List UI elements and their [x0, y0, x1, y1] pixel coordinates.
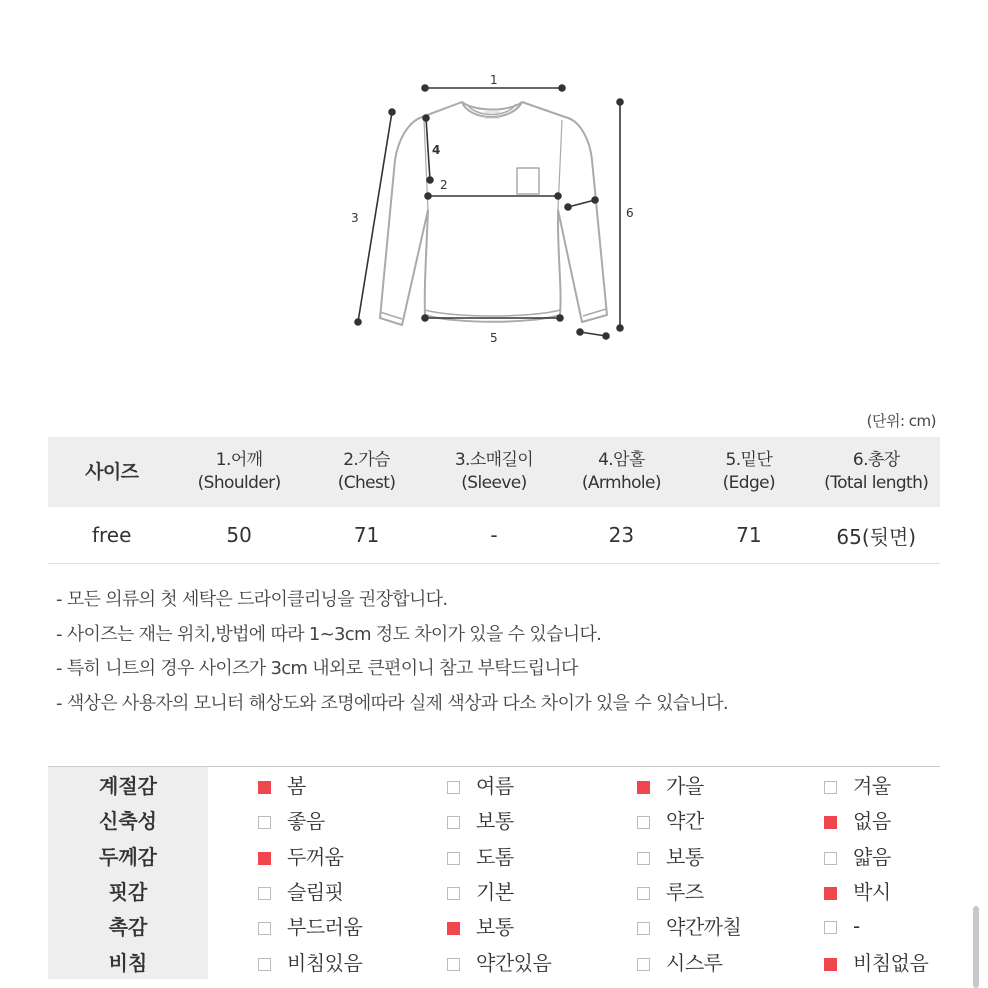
attr-option-text: 겨울	[853, 774, 891, 799]
attr-row-fit	[48, 873, 940, 908]
header-main: 2.가슴	[343, 450, 390, 470]
attr-option-text: 좋음	[287, 809, 325, 834]
size-diagram	[340, 60, 650, 360]
note-item: - 사이즈는 재는 위치,방법에 따라 1~3cm 정도 차이가 있을 수 있습니다.	[56, 623, 602, 645]
measure-lines	[355, 85, 623, 339]
unchecked-box-icon	[637, 887, 650, 900]
note-item: - 특히 니트의 경우 사이즈가 3cm 내외로 큰편이니 참고 부탁드립니다	[56, 658, 578, 679]
attr-option-text: 약간있음	[476, 950, 552, 975]
unchecked-box-icon	[258, 887, 271, 900]
attr-option	[208, 838, 397, 873]
checked-box-icon	[824, 958, 837, 971]
checked-box-icon	[824, 816, 837, 829]
unchecked-box-icon	[824, 781, 837, 794]
header-shoulder	[175, 437, 302, 507]
header-main: 사이즈	[85, 460, 139, 483]
attr-option	[587, 838, 774, 873]
attr-option	[397, 908, 587, 943]
unchecked-box-icon	[447, 781, 460, 794]
attr-option-text: 기본	[476, 880, 514, 905]
header-edge	[685, 437, 812, 507]
measure-dot	[617, 325, 623, 331]
header-sub: (Sleeve)	[461, 473, 527, 493]
attr-label: 두께감	[48, 838, 208, 873]
cell-edge: 71	[736, 523, 762, 547]
scrollbar-thumb[interactable]	[973, 906, 979, 988]
attr-option	[397, 873, 587, 908]
attr-row-stretch	[48, 802, 940, 837]
header-main: 6.총장	[852, 450, 900, 470]
diagram-label-3: 3	[351, 211, 359, 225]
diagram-label-6: 6	[626, 206, 634, 220]
attr-option	[774, 943, 940, 978]
measure-line-cuff	[568, 200, 595, 207]
diagram-label-5: 5	[490, 331, 498, 345]
cell-total-length: 65(뒷면)	[836, 524, 917, 549]
attr-option-text: 보통	[476, 809, 514, 834]
measure-dot	[603, 333, 609, 339]
header-armhole	[558, 437, 685, 507]
checked-box-icon	[447, 922, 460, 935]
attr-option	[208, 767, 397, 803]
header-chest	[303, 437, 430, 507]
unchecked-box-icon	[637, 958, 650, 971]
measure-dot	[355, 319, 361, 325]
header-sub: (Edge)	[722, 473, 776, 493]
unchecked-box-icon	[447, 852, 460, 865]
measure-dot	[425, 193, 431, 199]
care-notes	[56, 583, 728, 721]
attr-option	[208, 873, 397, 908]
attr-option	[397, 802, 587, 837]
header-main: 4.암홀	[598, 450, 645, 470]
attr-option-text: 루즈	[666, 880, 704, 905]
attr-option-text: 도톰	[476, 844, 514, 869]
unchecked-box-icon	[824, 852, 837, 865]
attr-option-text: 슬림핏	[287, 880, 344, 905]
unchecked-box-icon	[447, 816, 460, 829]
attr-option-text: 시스루	[666, 950, 723, 975]
attr-option-text: 가을	[666, 774, 704, 799]
attr-option-text: 약간까칠	[666, 915, 742, 940]
checked-box-icon	[637, 781, 650, 794]
checked-box-icon	[258, 781, 271, 794]
header-main: 3.소매길이	[454, 450, 534, 470]
measure-dot	[389, 109, 395, 115]
attr-label: 핏감	[48, 873, 208, 908]
diagram-label-4: 4	[432, 143, 441, 157]
attr-option-text: 비침있음	[287, 950, 363, 975]
attr-row-season	[48, 767, 940, 803]
attr-option-text: 부드러움	[287, 915, 363, 940]
header-main: 5.밑단	[725, 450, 773, 470]
attr-label: 비침	[48, 943, 208, 978]
unchecked-box-icon	[637, 922, 650, 935]
attr-option	[397, 838, 587, 873]
attr-option	[587, 873, 774, 908]
measure-dot	[557, 315, 563, 321]
attr-option-text: 봄	[287, 774, 306, 799]
cell-shoulder: 50	[226, 523, 252, 547]
measure-dot	[577, 329, 583, 335]
attr-option	[774, 802, 940, 837]
unchecked-box-icon	[447, 887, 460, 900]
measure-dot	[559, 85, 565, 91]
unit-note: (단위: cm)	[866, 412, 936, 430]
cell-sleeve: -	[490, 523, 498, 547]
header-size	[48, 437, 175, 507]
header-total-length	[813, 437, 940, 507]
attr-option	[397, 943, 587, 978]
attr-option	[774, 767, 940, 803]
attr-option	[774, 873, 940, 908]
attr-option	[774, 838, 940, 873]
unchecked-box-icon	[824, 921, 837, 934]
unchecked-box-icon	[447, 958, 460, 971]
attr-row-sheer	[48, 943, 940, 978]
cell-armhole: 23	[608, 523, 635, 547]
attr-label: 계절감	[48, 767, 208, 803]
unchecked-box-icon	[258, 958, 271, 971]
measure-dot	[422, 85, 428, 91]
attr-option	[208, 943, 397, 978]
shirt-diagram-svg	[340, 60, 650, 360]
measure-dot	[565, 204, 571, 210]
unchecked-box-icon	[258, 816, 271, 829]
shirt-outline	[380, 102, 607, 325]
measure-dot	[555, 193, 561, 199]
header-sleeve	[430, 437, 557, 507]
attr-option	[587, 802, 774, 837]
size-row-free	[48, 507, 940, 564]
cell-chest: 71	[353, 523, 380, 547]
unchecked-box-icon	[258, 922, 271, 935]
checked-box-icon	[824, 887, 837, 900]
attr-row-touch	[48, 908, 940, 943]
attr-option-text: 없음	[853, 809, 891, 834]
attr-option	[587, 908, 774, 943]
attr-option-text: 박시	[853, 880, 891, 905]
attr-option	[774, 908, 940, 943]
note-item: - 모든 의류의 첫 세탁은 드라이클리닝을 권장합니다.	[56, 589, 448, 610]
measure-dot	[427, 177, 433, 183]
header-sub: (Shoulder)	[197, 473, 281, 493]
attr-option	[587, 943, 774, 978]
attr-option	[587, 767, 774, 803]
header-sub: (Chest)	[337, 473, 396, 493]
attr-option-text: 얇음	[853, 844, 891, 869]
measure-line-cuff-bottom	[580, 332, 606, 336]
measure-dot	[617, 99, 623, 105]
attr-option-text: 비침없음	[853, 950, 929, 975]
unchecked-box-icon	[637, 816, 650, 829]
header-sub: (Total length)	[824, 473, 929, 493]
attr-option-text: 여름	[476, 774, 514, 799]
attribute-table	[48, 766, 940, 979]
attr-option	[208, 908, 397, 943]
measure-dot	[423, 115, 429, 121]
header-sub: (Armhole)	[581, 473, 661, 493]
measure-line-sleeve	[358, 112, 392, 322]
attr-option-text: 약간	[666, 809, 704, 834]
size-table-header-row	[48, 437, 940, 507]
header-main: 1.어깨	[215, 450, 263, 470]
note-item: - 색상은 사용자의 모니터 해상도와 조명에따라 실제 색상과 다소 차이가 있을 수 있습니다.	[56, 692, 728, 714]
attr-row-thickness	[48, 838, 940, 873]
measure-dot	[422, 315, 428, 321]
attr-label: 신축성	[48, 802, 208, 837]
attr-option	[397, 767, 587, 803]
attr-option-text: 보통	[666, 844, 704, 869]
cell-size: free	[91, 523, 132, 547]
attr-option	[208, 802, 397, 837]
attr-option-text: -	[853, 913, 860, 938]
unchecked-box-icon	[637, 852, 650, 865]
diagram-label-2: 2	[440, 178, 448, 192]
attr-option-text: 두꺼움	[287, 844, 344, 869]
attr-option-text: 보통	[476, 915, 514, 940]
attr-label: 촉감	[48, 908, 208, 943]
checked-box-icon	[258, 852, 271, 865]
measure-dot	[592, 197, 598, 203]
size-table	[48, 437, 940, 564]
diagram-label-1: 1	[490, 73, 498, 87]
